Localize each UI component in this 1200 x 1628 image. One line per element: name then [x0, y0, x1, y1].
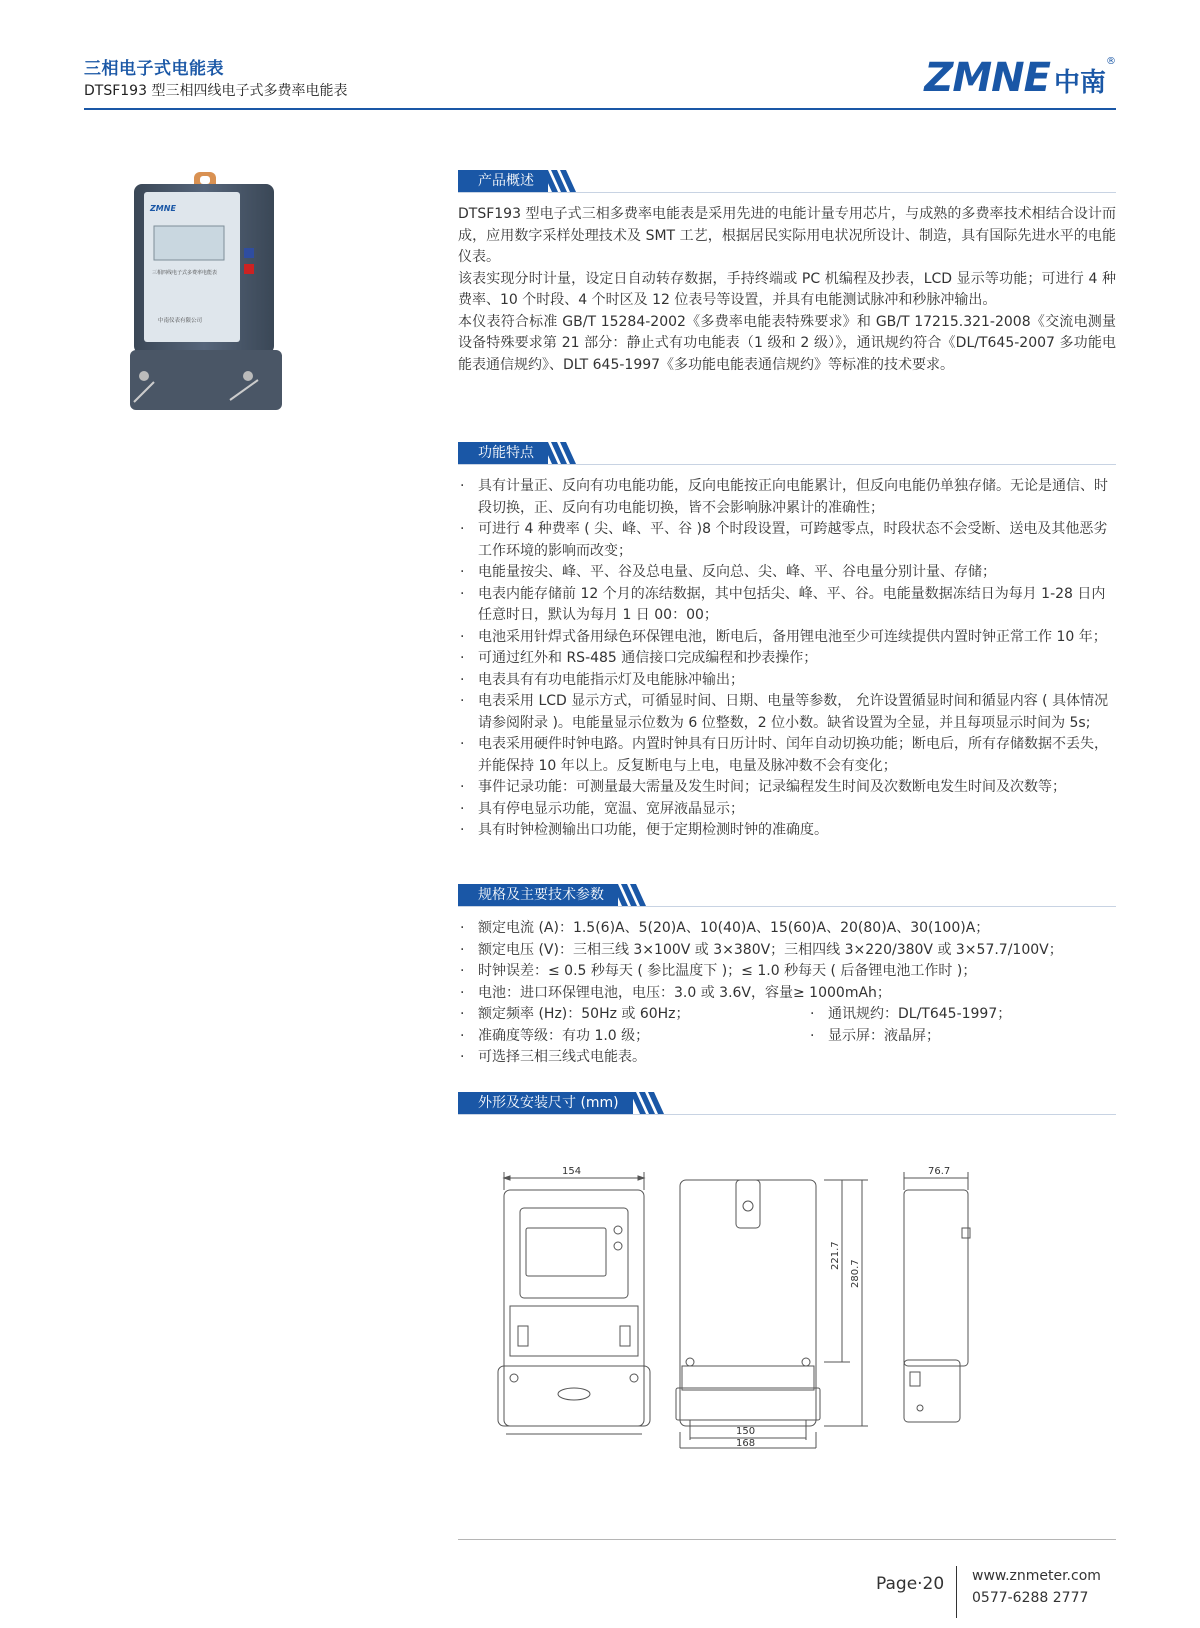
dim-base-inner: 150	[736, 1426, 756, 1437]
back-view	[676, 1180, 868, 1448]
logo-registered-mark: ®	[1106, 56, 1116, 67]
feature-item: · 电池采用针焊式备用绿色环保锂电池，断电后，备用锂电池至少可连续提供内置时钟正常工作 10 年；	[458, 627, 1118, 649]
feature-item: · 具有计量正、反向有功电能功能，反向电能按正向电能累计，但反向电能仍单独存储。无论是通信、时段切换，正、反向有功电能切换，皆不会影响脉冲累计的准确性；	[458, 476, 1118, 519]
terminal-cover	[130, 350, 282, 410]
feature-item: · 电表采用硬件时钟电路。内置时钟具有日历计时、闰年自动切换功能；断电后，所有存储数据不丢失，并能保持 10 年以上。反复断电与上电，电量及脉冲数不会有变化；	[458, 734, 1118, 777]
stripes-icon	[540, 170, 580, 192]
footer-divider	[458, 1539, 1116, 1540]
section-header-specs	[458, 884, 1116, 908]
section-title: 外形及安装尺寸 (mm)	[458, 1092, 633, 1114]
page-model-subtitle: DTSF193 型三相四线电子式多费率电能表	[84, 83, 348, 99]
spec-item	[458, 961, 1116, 983]
dimension-drawing	[458, 1166, 1116, 1496]
overview-paragraph: 该表实现分时计量，设定日自动转存数据，手持终端或 PC 机编程及抄表，LCD 显示等功能；可进行 4 种费率、10 个时段、4 个时区及 12 位表号等设置，并具有电能测试脉冲和秒脉冲输出。	[458, 270, 1116, 308]
stripes-icon	[540, 442, 580, 464]
spec-item	[458, 1004, 1116, 1026]
phone-number: 0577-6288 2777	[972, 1590, 1089, 1606]
footer-separator	[956, 1566, 957, 1618]
spec-text: 可选择三相三线式电能表。	[478, 1049, 646, 1065]
spec-text: 准确度等级：有功 1.0 级；	[478, 1027, 650, 1044]
dim-height-outer: 280.7	[850, 1259, 861, 1288]
indicator-blue-icon	[244, 248, 254, 258]
overview-text	[458, 204, 1116, 376]
spec-text: 额定电压 (V)：三相三线 3×100V 或 3×380V；三相四线 3×220/380V 或 3×57.7/100V；	[478, 941, 1063, 958]
dim-side-depth: 76.7	[928, 1166, 951, 1177]
page-category-title: 三相电子式电能表	[84, 59, 224, 79]
spec-text: 额定电流 (A)：1.5(6)A、5(20)A、10(40)A、15(60)A、20(80)A、30(100)A；	[478, 920, 990, 936]
section-header-overview	[458, 170, 1116, 194]
brand-logo	[924, 56, 1116, 100]
feature-item: · 可进行 4 种费率 ( 尖、峰、平、谷 )8 个时段设置，可跨越零点，时段状态不会受断、送电及其他恶劣工作环境的影响而改变；	[458, 519, 1118, 562]
spec-item-col2: · 显示屏：液晶屏；	[808, 1026, 940, 1048]
dim-front-width: 154	[562, 1166, 582, 1177]
dim-base-outer: 168	[736, 1438, 756, 1449]
feature-item: · 事件记录功能：可测量最大需量及发生时间；记录编程发生时间及次数断电发生时间及次数等；	[458, 777, 1118, 799]
feature-item: · 电表具有有功电能指示灯及电能脉冲输出；	[458, 670, 1118, 692]
feature-item: · 具有停电显示功能，宽温、宽屏液晶显示；	[458, 799, 1118, 821]
logo-wordmark: ZMNE	[924, 55, 1050, 101]
spec-item	[458, 983, 1116, 1005]
feature-item: · 可通过红外和 RS-485 通信接口完成编程和抄表操作；	[458, 648, 1118, 670]
feature-item: · 具有时钟检测输出口功能，便于定期检测时钟的准确度。	[458, 820, 1118, 842]
features-list	[458, 476, 1118, 842]
section-title: 产品概述	[458, 170, 548, 192]
spec-text: 电池：进口环保锂电池，电压：3.0 或 3.6V，容量≥ 1000mAh；	[478, 984, 891, 1001]
front-view	[498, 1172, 650, 1434]
meter-maker-text: 中南仪表有限公司	[158, 318, 203, 324]
indicator-red-icon	[244, 264, 254, 274]
website-link[interactable]: www.znmeter.com	[972, 1568, 1101, 1584]
spec-text: 额定频率 (Hz)：50Hz 或 60Hz；	[478, 1006, 690, 1022]
dim-height-inner: 221.7	[830, 1241, 841, 1270]
section-header-features	[458, 442, 1116, 466]
page-number: Page·20	[876, 1574, 945, 1594]
side-view	[904, 1172, 970, 1422]
section-title: 规格及主要技术参数	[458, 884, 618, 906]
spec-item-col2: · 通讯规约：DL/T645-1997；	[808, 1004, 1011, 1026]
feature-item: · 电表内能存储前 12 个月的冻结数据，其中包括尖、峰、平、谷。电能量数据冻结日为每月 1-28 日内任意时日，默认为每月 1 日 00：00；	[458, 584, 1118, 627]
stripes-icon	[628, 1092, 668, 1114]
spec-text: 时钟误差：≤ 0.5 秒每天 ( 参比温度下 )；≤ 1.0 秒每天 ( 后备锂电池工作时 )；	[478, 963, 977, 979]
meter-brand-text: ZMNE	[150, 204, 176, 213]
overview-paragraph: 本仪表符合标准 GB/T 15284-2002《多费率电能表特殊要求》和 GB/T 17215.321-2008《交流电测量设备特殊要求第 21 部分：静止式有功电能表（1 级和 2 级）》，通讯规约符合《DL/T645-2007 多功能电能表通信规约》、DLT 645-1997《多功能电能表通信规约》等标准的技术要求。	[458, 313, 1116, 373]
spec-item	[458, 1026, 1116, 1048]
logo-chinese: 中南	[1053, 68, 1106, 98]
feature-item: · 电能量按尖、峰、平、谷及总电量、反向总、尖、峰、平、谷电量分别计量、存储；	[458, 562, 1118, 584]
header-divider	[84, 108, 1116, 110]
spec-item	[458, 918, 1116, 940]
spec-item	[458, 940, 1116, 962]
section-header-dimensions	[458, 1092, 1116, 1116]
meter-label-text: 三相四线电子式多费率电能表	[152, 270, 218, 276]
feature-item: · 电表采用 LCD 显示方式，可循显时间、日期、电量等参数， 允许设置循显时间和循显内容 ( 具体情况请参阅附录 )。电能量显示位数为 6 位整数，2 位小数。缺省设置为全显，并且每项显示时间为 5s;	[458, 691, 1118, 734]
overview-paragraph: DTSF193 型电子式三相多费率电能表是采用先进的电能计量专用芯片，与成熟的多费率技术相结合设计而成，应用数字采样处理技术及 SMT 工艺，根据居民实际用电状况所设计、制造，具有国际先进水平的电能仪表。	[458, 206, 1116, 265]
stripes-icon	[610, 884, 650, 906]
section-title: 功能特点	[458, 442, 548, 464]
specs-list	[458, 918, 1116, 1069]
product-photo	[130, 170, 290, 430]
spec-item	[458, 1047, 1116, 1069]
lcd-screen	[154, 226, 224, 260]
